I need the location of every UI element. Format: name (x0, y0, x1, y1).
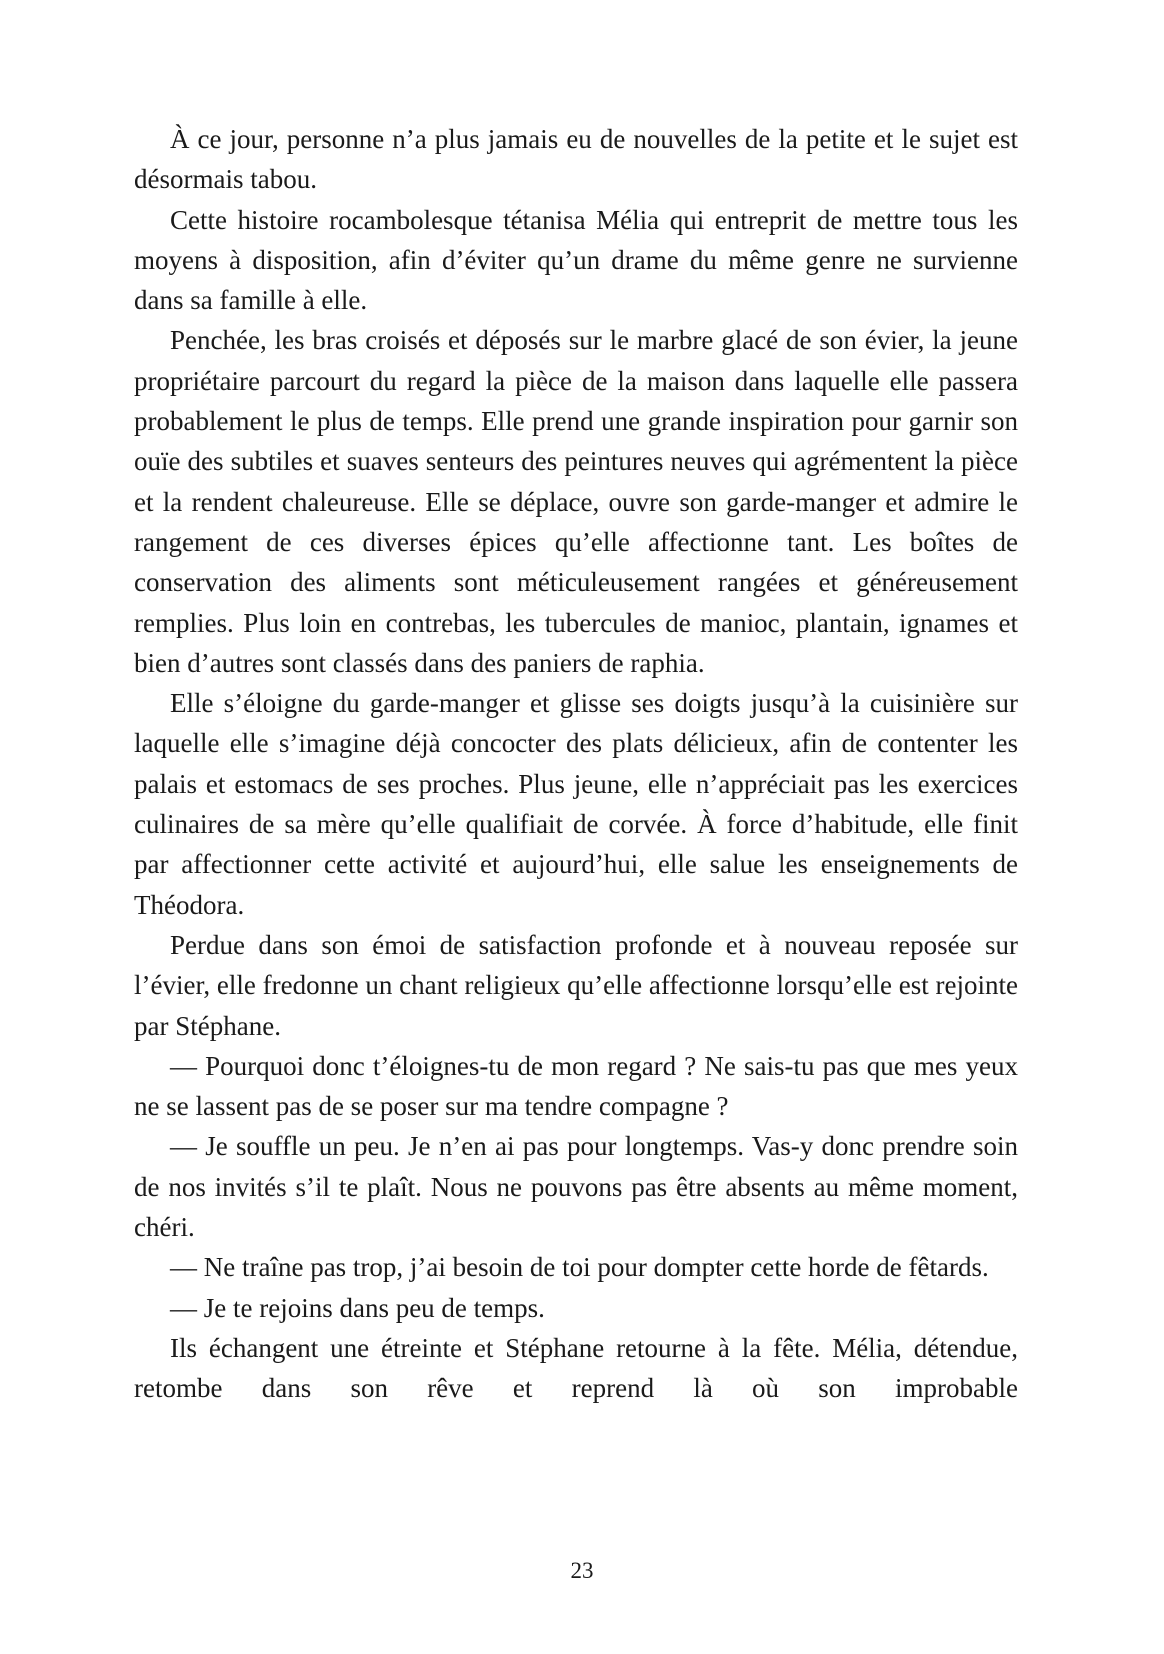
paragraph: À ce jour, personne n’a plus jamais eu de nouvelles de la petite et le sujet est désormais tabou. (134, 124, 1018, 195)
dialogue-line: — Ne traîne pas trop, j’ai besoin de toi pour dompter cette horde de fêtards. (170, 1252, 989, 1283)
dialogue-line: — Pourquoi donc t’éloignes-tu de mon regard ? Ne sais-tu pas que mes yeux ne se lassent pas de se poser sur ma tendre compagne ? (134, 1050, 1018, 1122)
page-body (134, 119, 1018, 1409)
dialogue-line: — Je te rejoins dans peu de temps. (170, 1292, 545, 1323)
paragraph: Penchée, les bras croisés et déposés sur le marbre glacé de son évier, la jeune propriétaire parcourt du regard la pièce de la maison dans laquelle elle passera probablement le plus de temps. Elle prend une grande inspiration pour garnir son ouïe des subtiles et suaves senteurs des peintures neuves qui agrémentent la pièce et la rendent chaleureuse. Elle se déplace, ouvre son garde-manger et admire le rangement de ces diverses épices qu’elle affectionne tant. Les boîtes de conservation des aliments sont méticuleusement rangées et généreusement remplies. Plus loin en contrebas, les tubercules de manioc, plantain, ignames et bien d’autres sont classés dans des paniers de raphia. (134, 325, 1018, 678)
page-number: 23 (570, 1558, 594, 1583)
paragraph: Elle s’éloigne du garde-manger et glisse ses doigts jusqu’à la cuisinière sur laquelle elle s’imagine déjà concocter des plats délicieux, afin de contenter les palais et estomacs de ses proches. Plus jeune, elle n’appréciait pas les exercices culinaires de sa mère qu’elle qualifiait de corvée. À force d’habitude, elle finit par affectionner cette activité et aujourd’hui, elle salue les enseignements de Théodora. (134, 688, 1018, 920)
paragraph: Perdue dans son émoi de satisfaction profonde et à nouveau reposée sur l’évier, elle fredonne un chant religieux qu’elle affectionne lorsqu’elle est rejointe par Stéphane. (134, 929, 1018, 1041)
dialogue-line: — Je souffle un peu. Je n’en ai pas pour longtemps. Vas-y donc prendre soin de nos invités s’il te plaît. Nous ne pouvons pas être absents au même moment, chéri. (134, 1131, 1018, 1243)
paragraph: Cette histoire rocambolesque tétanisa Mélia qui entreprit de mettre tous les moyens à disposition, afin d’éviter qu’un drame du même genre ne survienne dans sa famille à elle. (134, 204, 1018, 316)
paragraph-continued: Ils échangent une étreinte et Stéphane retourne à la fête. Mélia, détendue, retombe dans son rêve et reprend là où son improbable (134, 1332, 1018, 1404)
